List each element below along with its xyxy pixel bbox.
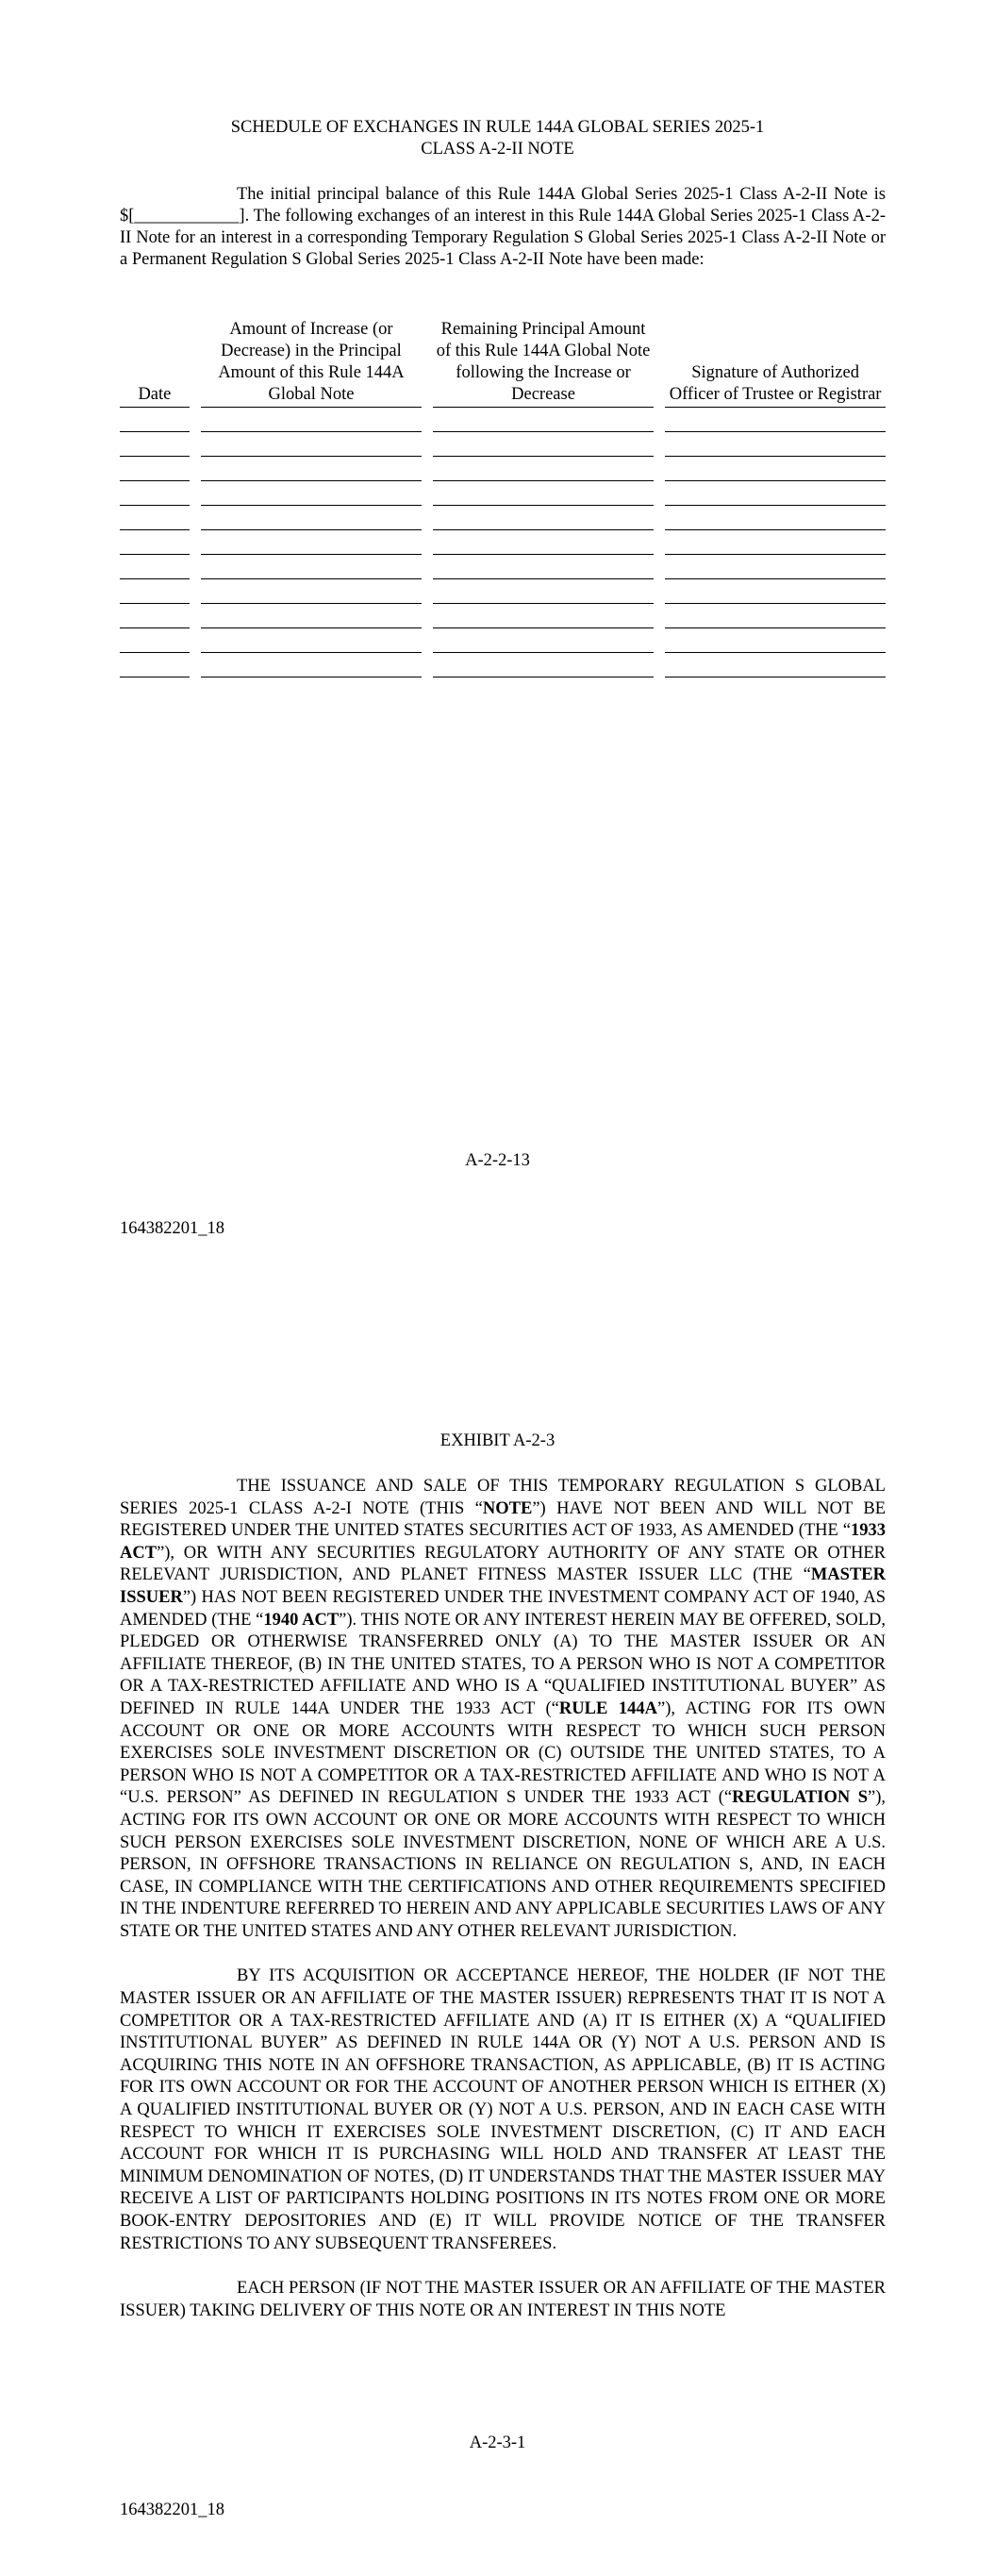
blank-entry-line <box>201 506 422 530</box>
schedule-title <box>0 117 995 160</box>
table-row <box>120 555 886 579</box>
page-number: A-2-3-1 <box>469 2434 526 2452</box>
table-body <box>120 408 886 677</box>
table-row <box>120 530 886 555</box>
document-id: 164382201_18 <box>120 1219 224 1238</box>
blank-entry-line <box>201 481 422 506</box>
blank-entry-line <box>433 530 654 555</box>
blank-entry-line <box>120 457 190 481</box>
table-row <box>120 653 886 677</box>
blank-entry-line <box>665 506 886 530</box>
blank-entry-line <box>120 408 190 432</box>
blank-entry-line <box>201 555 422 579</box>
blank-entry-line <box>120 530 190 555</box>
blank-entry-line <box>201 628 422 653</box>
blank-entry-line <box>120 432 190 457</box>
blank-entry-line <box>201 604 422 628</box>
blank-entry-line <box>433 628 654 653</box>
table-row <box>120 579 886 604</box>
table-row <box>120 432 886 457</box>
blank-entry-line <box>120 604 190 628</box>
blank-entry-line <box>433 555 654 579</box>
table-row <box>120 408 886 432</box>
blank-entry-line <box>120 579 190 604</box>
blank-entry-line <box>120 555 190 579</box>
blank-entry-line <box>665 457 886 481</box>
legend-text <box>120 1476 886 2322</box>
blank-entry-line <box>201 432 422 457</box>
exchange-schedule-table <box>120 319 886 677</box>
table-row <box>120 628 886 653</box>
legend-paragraph-1: THE ISSUANCE AND SALE OF THIS TEMPORARY REGULATION S GLOBAL SERIES 2025-1 CLASS A-2-I NOTE (THIS “NOTE”) HAVE NOT BEEN AND WILL NOT BE REGISTERED UNDER THE UNITED STATES SECURITIES ACT OF 1933, AS AMENDED (THE “1933 ACT”), OR WITH ANY SECURITIES REGULATORY AUTHORITY OF ANY STATE OR OTHER RELEVANT JURISDICTION, AND PLANET FITNESS MASTER ISSUER LLC (THE “MASTER ISSUER”) HAS NOT BEEN REGISTERED UNDER THE INVESTMENT COMPANY ACT OF 1940, AS AMENDED (THE “1940 ACT”). THIS NOTE OR ANY INTEREST HEREIN MAY BE OFFERED, SOLD, PLEDGED OR OTHERWISE TRANSFERRED ONLY (A) TO THE MASTER ISSUER OR AN AFFILIATE THEREOF, (B) IN THE UNITED STATES, TO A PERSON WHO IS NOT A COMPETITOR OR A TAX-RESTRICTED AFFILIATE AND WHO IS A “QUALIFIED INSTITUTIONAL BUYER” AS DEFINED IN RULE 144A UNDER THE 1933 ACT (“RULE 144A”), ACTING FOR ITS OWN ACCOUNT OR ONE OR MORE ACCOUNTS WITH RESPECT TO WHICH SUCH PERSON EXERCISES SOLE INVESTMENT DISCRETION OR (C) OUTSIDE THE UNITED STATES, TO A PERSON WHO IS NOT A COMPETITOR OR A TAX-RESTRICTED AFFILIATE AND WHO IS NOT A “U.S. PERSON” AS DEFINED IN REGULATION S UNDER THE 1933 ACT (“REGULATION S”), ACTING FOR ITS OWN ACCOUNT OR ONE OR MORE ACCOUNTS WITH RESPECT TO WHICH SUCH PERSON EXERCISES SOLE INVESTMENT DISCRETION, NONE OF WHICH ARE A U.S. PERSON, IN OFFSHORE TRANSACTIONS IN RELIANCE ON REGULATION S, AND, IN EACH CASE, IN COMPLIANCE WITH THE CERTIFICATIONS AND OTHER REQUIREMENTS SPECIFIED IN THE INDENTURE REFERRED TO HEREIN AND ANY APPLICABLE SECURITIES LAWS OF ANY STATE OR THE UNITED STATES AND ANY OTHER RELEVANT JURISDICTION. <box>120 1477 887 1941</box>
blank-entry-line <box>433 579 654 604</box>
blank-entry-line <box>665 628 886 653</box>
blank-entry-line <box>201 653 422 677</box>
blank-entry-line <box>665 555 886 579</box>
blank-entry-line <box>120 506 190 530</box>
blank-entry-line <box>665 653 886 677</box>
blank-entry-line <box>665 432 886 457</box>
blank-entry-line <box>120 481 190 506</box>
table-header-row <box>120 319 886 408</box>
table-row <box>120 457 886 481</box>
legend-paragraph-3: EACH PERSON (IF NOT THE MASTER ISSUER OR AN AFFILIATE OF THE MASTER ISSUER) TAKING DELIVERY OF THIS NOTE OR AN INTEREST IN THIS NOTE <box>120 2279 886 2320</box>
blank-entry-line <box>665 408 886 432</box>
blank-entry-line <box>201 579 422 604</box>
blank-entry-line <box>665 530 886 555</box>
blank-entry-line <box>433 457 654 481</box>
blank-entry-line <box>120 653 190 677</box>
header-amount-change: Amount of Increase (or Decrease) in the Principal Amount of this Rule 144A Global Note <box>201 319 422 408</box>
blank-entry-line <box>433 506 654 530</box>
schedule-title-line2: CLASS A-2-II NOTE <box>421 140 574 159</box>
table-row <box>120 604 886 628</box>
blank-entry-line <box>201 457 422 481</box>
page-number: A-2-2-13 <box>465 1151 530 1170</box>
blank-entry-line <box>433 481 654 506</box>
legend-paragraph-2: BY ITS ACQUISITION OR ACCEPTANCE HEREOF, THE HOLDER (IF NOT THE MASTER ISSUER OR AN AFFILIATE OF THE MASTER ISSUER) REPRESENTS THAT IT IS NOT A COMPETITOR OR A TAX-RESTRICTED AFFILIATE AND (A) IT IS EITHER (X) A “QUALIFIED INSTITUTIONAL BUYER” AS DEFINED IN RULE 144A OR (Y) NOT A U.S. PERSON AND IS ACQUIRING THIS NOTE IN AN OFFSHORE TRANSACTION, AS APPLICABLE, (B) IT IS ACTING FOR ITS OWN ACCOUNT OR FOR THE ACCOUNT OF ANOTHER PERSON WHICH IS EITHER (X) A QUALIFIED INSTITUTIONAL BUYER OR (Y) NOT A U.S. PERSON, AND IN EACH CASE WITH RESPECT TO WHICH IT EXERCISES SOLE INVESTMENT DISCRETION, (C) IT AND EACH ACCOUNT FOR WHICH IT IS PURCHASING WILL HOLD AND TRANSFER AT LEAST THE MINIMUM DENOMINATION OF NOTES, (D) IT UNDERSTANDS THAT THE MASTER ISSUER MAY RECEIVE A LIST OF PARTICIPANTS HOLDING POSITIONS IN ITS NOTES FROM ONE OR MORE BOOK-ENTRY DEPOSITORIES AND (E) IT WILL PROVIDE NOTICE OF THE TRANSFER RESTRICTIONS TO ANY SUBSEQUENT TRANSFEREES. <box>120 1966 886 2253</box>
blank-entry-line <box>433 604 654 628</box>
blank-entry-line <box>665 604 886 628</box>
header-date: Date <box>120 319 190 408</box>
document-id: 164382201_18 <box>120 2501 224 2519</box>
blank-entry-line <box>665 579 886 604</box>
table-row <box>120 506 886 530</box>
blank-entry-line <box>201 530 422 555</box>
document-page-2 <box>0 1387 995 2576</box>
blank-entry-line <box>433 653 654 677</box>
blank-entry-line <box>665 481 886 506</box>
intro-text: The initial principal balance of this Rule 144A Global Series 2025-1 Class A-2-II Note is $[____________]. The following exchanges of an interest in this Rule 144A Global Series 2025-1 Class A-2-II Note for an interest in a corresponding Temporary Regulation S Global Series 2025-1 Class A-2-II Note or a Permanent Regulation S Global Series 2025-1 Class A-2-II Note have been made: <box>120 185 886 269</box>
blank-entry-line <box>433 432 654 457</box>
exhibit-title: EXHIBIT A-2-3 <box>439 1431 556 1450</box>
blank-entry-line <box>201 408 422 432</box>
schedule-title-line1: SCHEDULE OF EXCHANGES IN RULE 144A GLOBAL SERIES 2025-1 <box>230 118 765 137</box>
blank-entry-line <box>120 628 190 653</box>
header-remaining-principal: Remaining Principal Amount of this Rule 144A Global Note following the Increase or Decrease <box>433 319 654 408</box>
blank-entry-line <box>433 408 654 432</box>
header-signature: Signature of Authorized Officer of Trustee or Registrar <box>665 319 886 408</box>
intro-paragraph <box>120 184 886 271</box>
table-row <box>120 481 886 506</box>
